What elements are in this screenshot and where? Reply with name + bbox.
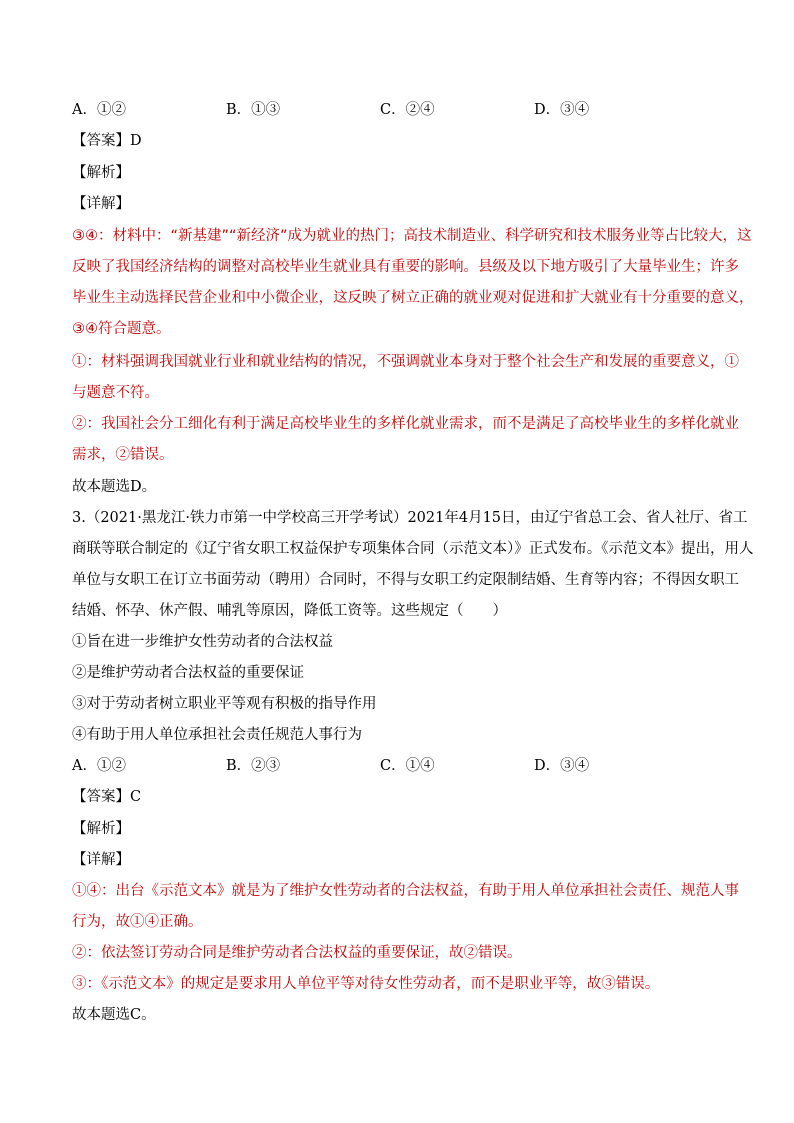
q3-explanation-line: ①④：出台《示范文本》就是为了维护女性劳动者的合法权益，有助于用人单位承担社会责任、规范人事 bbox=[72, 883, 739, 899]
q2-explanation-line: 毕业生主动选择民营企业和中小微企业，这反映了树立正确的就业观对促进和扩大就业有十分重要的意义， bbox=[72, 290, 754, 306]
q3-option-a: A．①② bbox=[72, 758, 126, 774]
q3-stem-line: 结婚、怀孕、休产假、哺乳等原因，降低工资等。这些规定（ ） bbox=[72, 603, 507, 619]
q3-analysis-heading: 【解析】 bbox=[72, 821, 130, 837]
q3-statement: ②是维护劳动者合法权益的重要保证 bbox=[72, 665, 304, 681]
q3-statement: ③对于劳动者树立职业平等观有积极的指导作用 bbox=[72, 696, 377, 712]
q3-conclusion: 故本题选C。 bbox=[72, 1007, 156, 1023]
q2-analysis-heading: 【解析】 bbox=[72, 165, 130, 181]
q2-explanation-line: ①：材料强调我国就业行业和就业结构的情况，不强调就业本身对于整个社会生产和发展的重要意义，① bbox=[72, 354, 739, 370]
q2-option-a: A．①② bbox=[72, 102, 126, 118]
q2-detail-heading: 【详解】 bbox=[72, 196, 130, 212]
q2-explanation-line: 与题意不符。 bbox=[72, 385, 159, 401]
q2-explanation-line: ③④符合题意。 bbox=[72, 321, 171, 337]
q2-answer: 【答案】D bbox=[72, 133, 142, 149]
q3-stem-line: 单位与女职工在订立书面劳动（聘用）合同时，不得与女职工约定限制结婚、生育等内容；不得因女职工 bbox=[72, 572, 739, 588]
q2-explanation-line: 反映了我国经济结构的调整对高校毕业生就业具有重要的影响。县级及以下地方吸引了大量毕业生；许多 bbox=[72, 259, 739, 275]
q3-answer: 【答案】C bbox=[72, 789, 142, 805]
q3-explanation-line: 行为，故①④正确。 bbox=[72, 914, 203, 930]
q3-explanation-line: ③：《示范文本》的规定是要求用人单位平等对待女性劳动者，而不是职业平等，故③错误。 bbox=[72, 976, 660, 992]
q3-explanation-line: ②：依法签订劳动合同是维护劳动者合法权益的重要保证，故②错误。 bbox=[72, 945, 522, 961]
q3-option-d: D．③④ bbox=[534, 758, 590, 774]
q2-conclusion: 故本题选D。 bbox=[72, 479, 157, 495]
q2-option-d: D．③④ bbox=[534, 102, 590, 118]
q3-stem-line: 3.（2021·黑龙江·铁力市第一中学校高三开学考试）2021年4月15日，由辽宁省总工会、省人社厅、省工 bbox=[72, 510, 748, 526]
q2-explanation-line: 需求，②错误。 bbox=[72, 447, 174, 463]
q3-statement: ①旨在进一步维护女性劳动者的合法权益 bbox=[72, 634, 333, 650]
q2-explanation-line: ③④：材料中：“新基建”“新经济”成为就业的热门；高技术制造业、科学研究和技术服务业等占比较大，这 bbox=[72, 228, 752, 244]
q2-option-b: B．①③ bbox=[226, 102, 281, 118]
q2-explanation-line: ②：我国社会分工细化有利于满足高校毕业生的多样化就业需求，而不是满足了高校毕业生的多样化就业 bbox=[72, 416, 739, 432]
q3-option-c: C．①④ bbox=[380, 758, 435, 774]
q3-detail-heading: 【详解】 bbox=[72, 852, 130, 868]
q3-option-b: B．②③ bbox=[226, 758, 281, 774]
q3-statement: ④有助于用人单位承担社会责任规范人事行为 bbox=[72, 727, 362, 743]
q3-stem-line: 商联等联合制定的《辽宁省女职工权益保护专项集体合同（示范文本）》正式发布。《示范文本》提出，用人 bbox=[72, 541, 754, 557]
q2-option-c: C．②④ bbox=[380, 102, 435, 118]
